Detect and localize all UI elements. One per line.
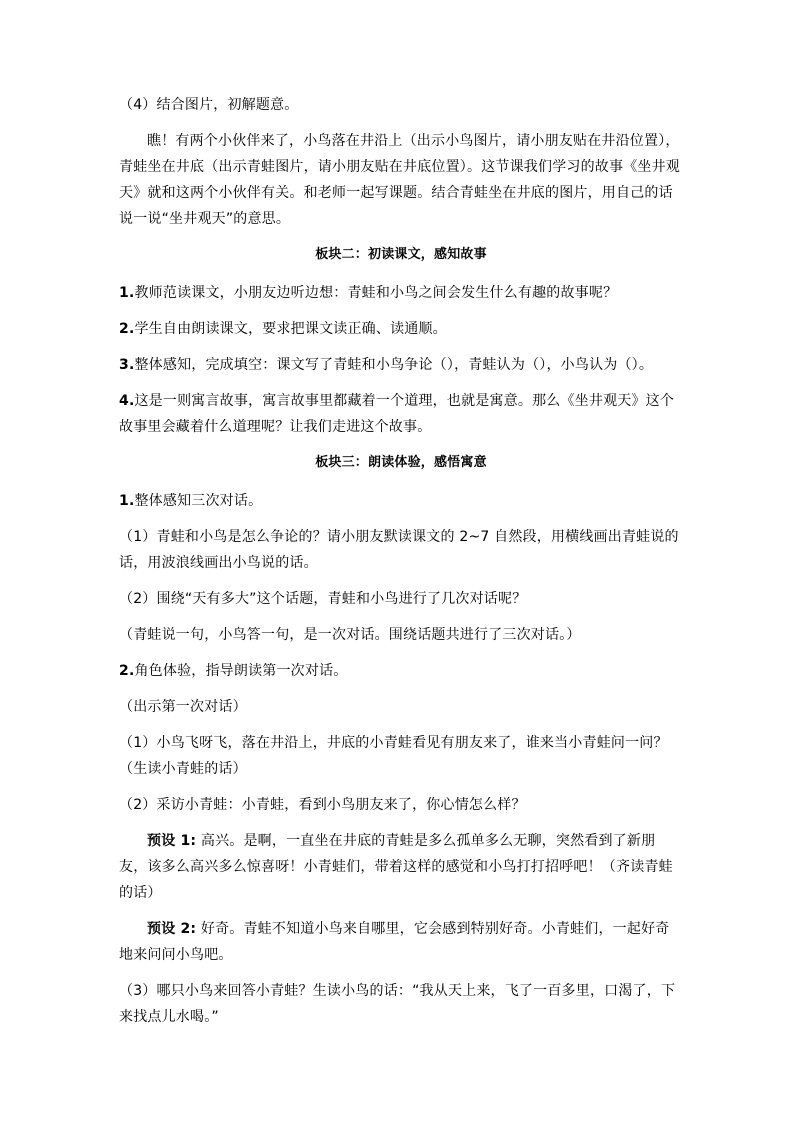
paragraph-step-4: （4）结合图片，初解题意。 — [119, 97, 299, 113]
section-heading-2: 板块二：初读课文，感知故事 — [315, 247, 487, 262]
preset-label: 预设 1: — [147, 833, 197, 849]
paragraph-intro: 瞧！有两个小伙伴来了，小鸟落在井沿上（出示小鸟图片，请小朋友贴在井沿位置），青蛙坐在井底（出示青蛙图片，请小朋友贴在井底位置）。这节课我们学习的故事《坐井观天》就和这两个小伙伴有关。和老师一起写课题。结合青蛙坐在井底的图片，用自己的话说一说“坐井观天”的意思。 — [119, 133, 680, 227]
item-3-2-e — [119, 916, 683, 968]
item-number: 1. — [119, 285, 135, 301]
item-2-2 — [119, 316, 683, 342]
item-text: 角色体验，指导朗读第一次对话。 — [134, 663, 348, 679]
item-number: 1. — [119, 493, 135, 509]
item-text: 教师范读课文，小朋友边听边想：青蛙和小鸟之间会发生什么有趣的故事呢？ — [134, 285, 618, 301]
item-text: 学生自由朗读课文，要求把课文读正确、读通顺。 — [134, 321, 447, 337]
item-3-2-a: （出示第一次对话） — [119, 699, 247, 715]
section-heading-3: 板块三：朗读体验，感悟寓意 — [315, 455, 487, 470]
item-3-1-b: （2）围绕“天有多大”这个话题，青蛙和小鸟进行了几次对话呢？ — [119, 591, 527, 607]
item-3-2-c: （2）采访小青蛙：小青蛙，看到小鸟朋友来了，你心情怎么样？ — [119, 797, 526, 813]
preset-label: 预设 2: — [147, 921, 197, 937]
item-number: 2. — [119, 321, 135, 337]
item-number: 2. — [119, 663, 135, 679]
item-3-1 — [119, 488, 683, 514]
document-body — [119, 92, 683, 1040]
item-3-2 — [119, 658, 683, 684]
item-3-2-f: （3）哪只小鸟来回答小青蛙？生读小鸟的话：“我从天上来，飞了一百多里，口渴了，下来找点儿水喝。” — [119, 983, 676, 1025]
item-3-1-a: （1）青蛙和小鸟是怎么争论的？请小朋友默读课文的 2~7 自然段，用横线画出青蛙说的话，用波浪线画出小鸟说的话。 — [119, 529, 679, 571]
item-text: 整体感知，完成填空：课文写了青蛙和小鸟争论（），青蛙认为（），小鸟认为（）。 — [134, 357, 654, 373]
preset-text: 好奇。青蛙不知道小鸟来自哪里，它会感到特别好奇。小青蛙们，一起好奇地来问问小鸟吧。 — [119, 921, 670, 963]
item-3-2-b: （1）小鸟飞呀飞，落在井沿上，井底的小青蛙看见有朋友来了，谁来当小青蛙问一问？（生读小青蛙的话） — [119, 735, 668, 777]
item-3-2-d — [119, 828, 683, 906]
item-2-1 — [119, 280, 683, 306]
item-text: 整体感知三次对话。 — [134, 493, 263, 509]
preset-text: 高兴。是啊，一直坐在井底的青蛙是多么孤单多么无聊，突然看到了新朋友，该多么高兴多么惊喜呀！小青蛙们，带着这样的感觉和小鸟打打招呼吧！（齐读青蛙的话） — [119, 833, 673, 901]
item-2-4 — [119, 388, 683, 440]
item-number: 3. — [119, 357, 135, 373]
item-2-3 — [119, 352, 683, 378]
item-3-1-c: （青蛙说一句，小鸟答一句，是一次对话。围绕话题共进行了三次对话。） — [119, 627, 581, 643]
item-text: 这是一则寓言故事，寓言故事里都藏着一个道理，也就是寓意。那么《坐井观天》这个故事里会藏着什么道理呢？让我们走进这个故事。 — [119, 393, 675, 435]
item-number: 4. — [119, 393, 135, 409]
